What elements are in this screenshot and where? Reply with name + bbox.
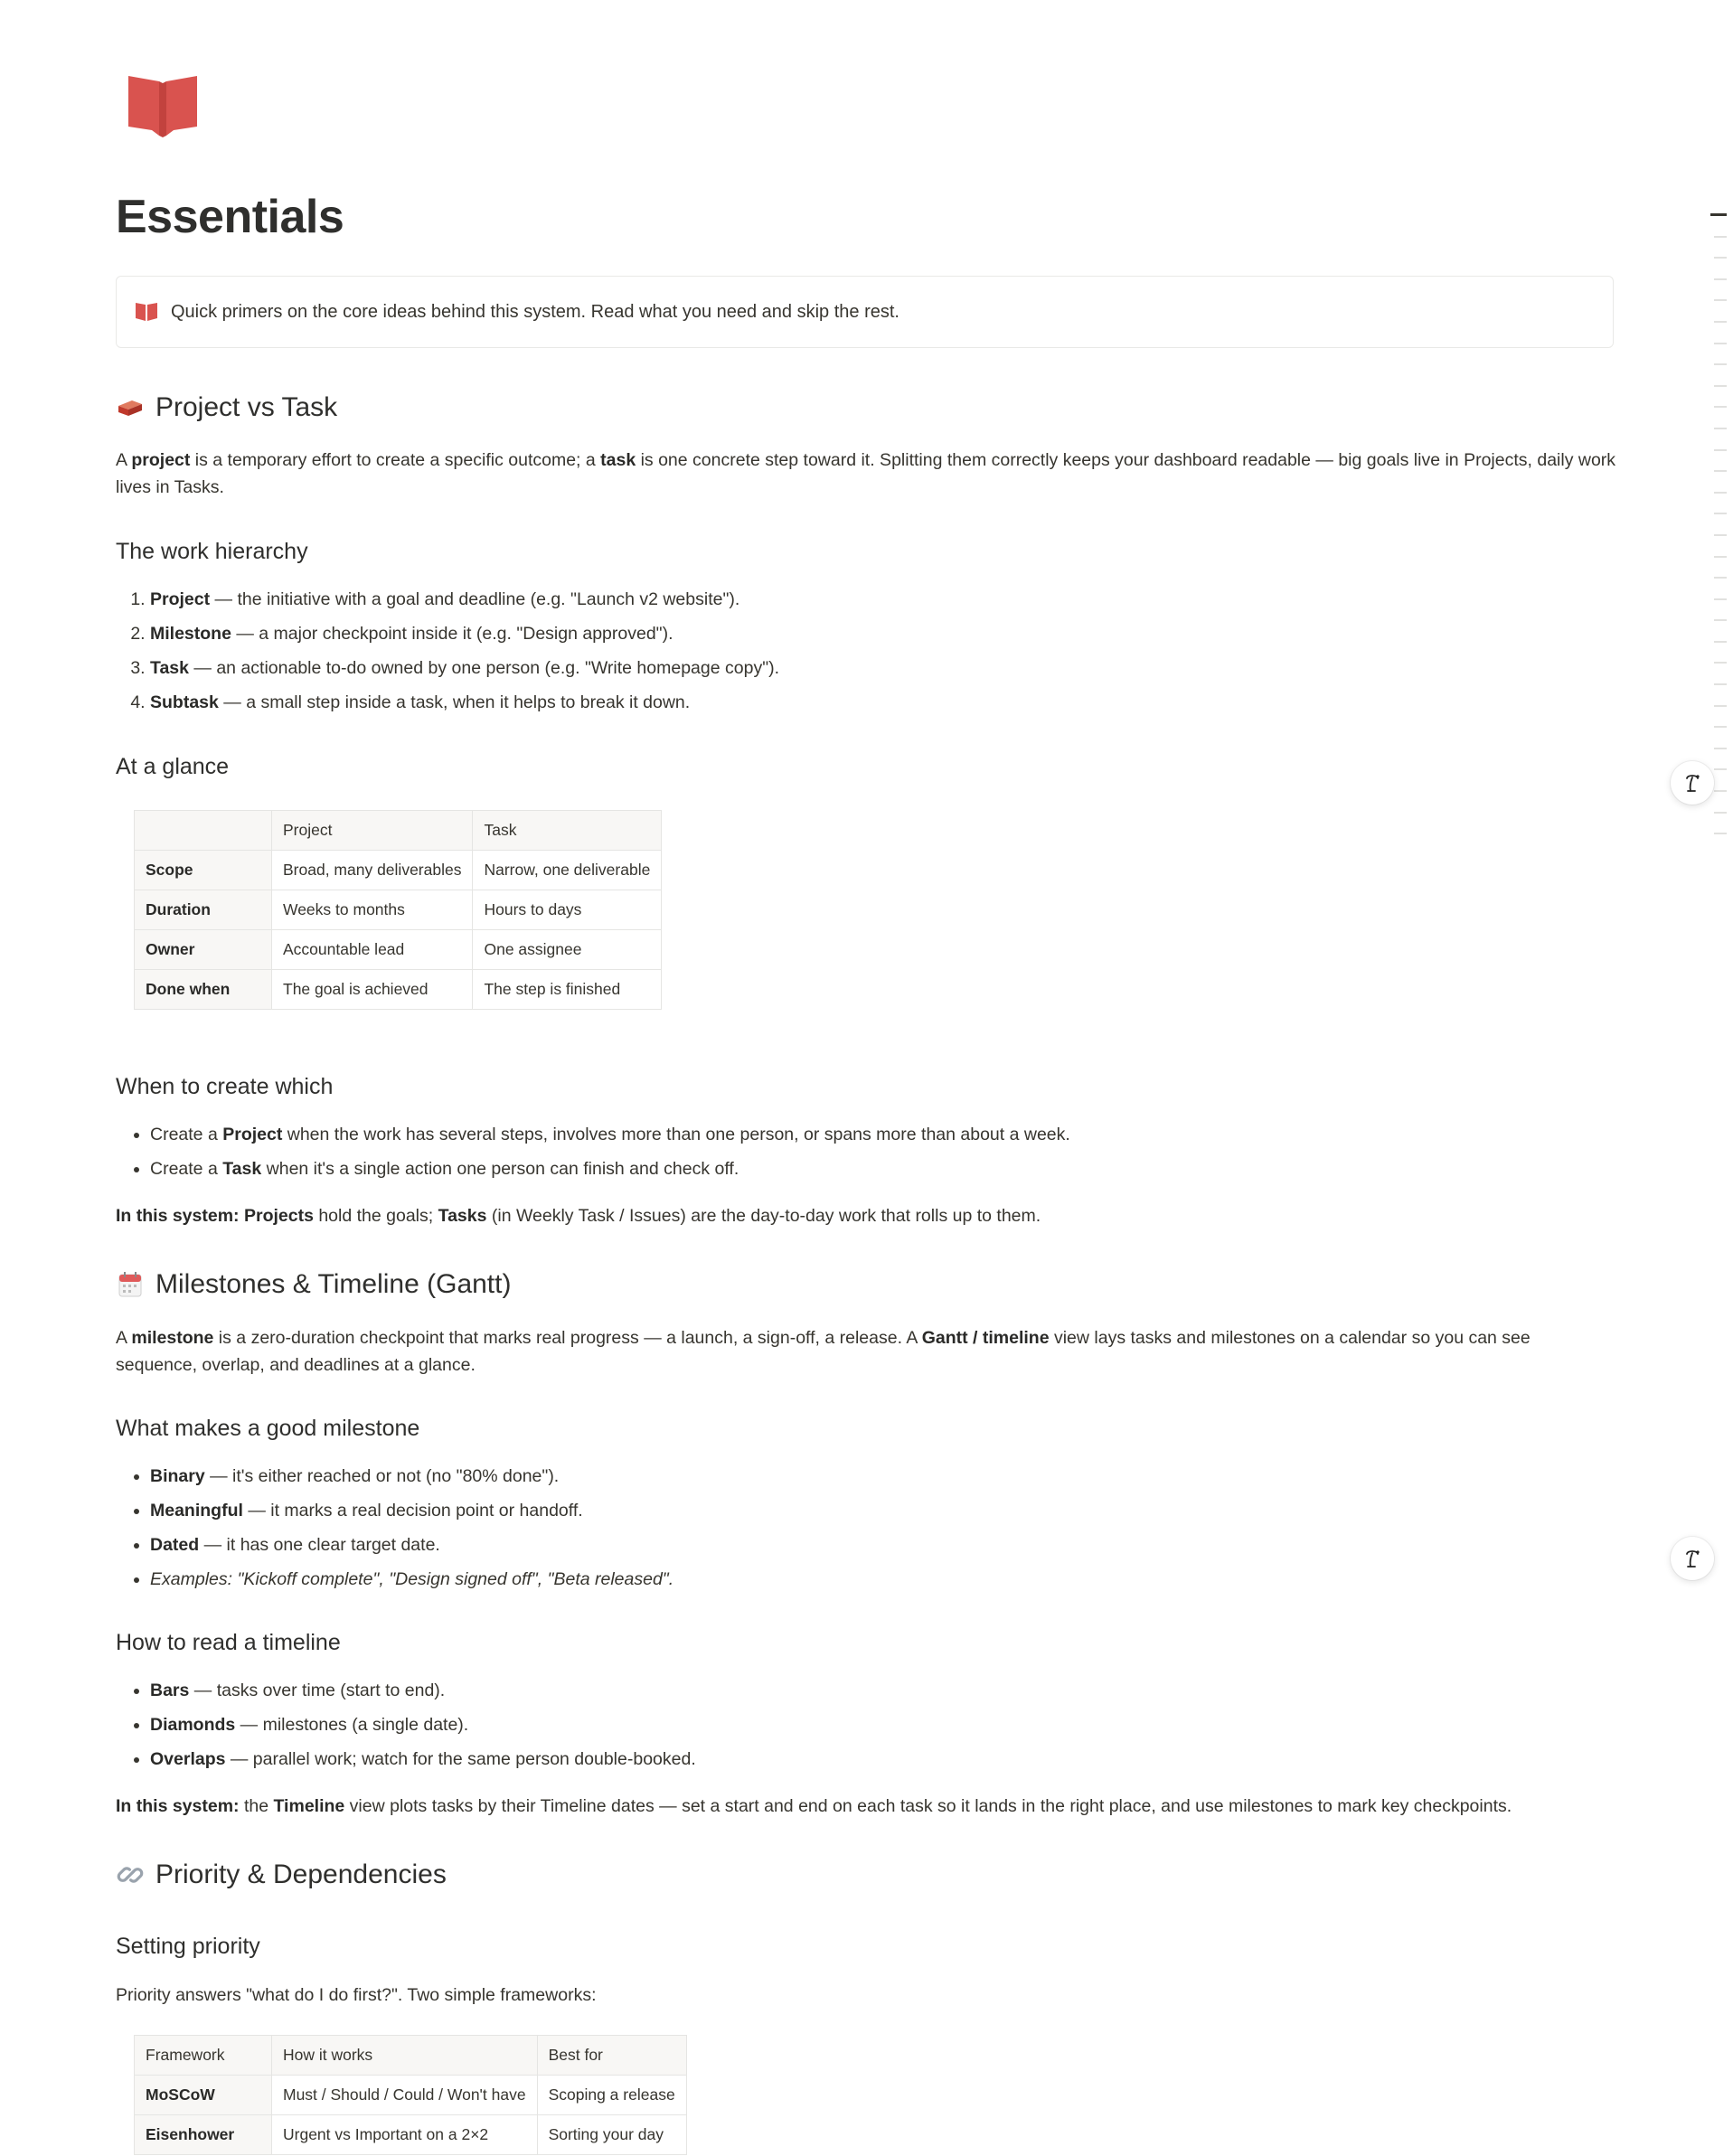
toc-marker[interactable] [1714,556,1727,558]
ai-assistant-icon [1680,770,1705,796]
table-cell: One assignee [473,930,662,970]
table-row [135,930,662,970]
subheading-read-timeline: How to read a timeline [116,1630,341,1655]
table-cell: Done when [135,970,272,1010]
toc-marker[interactable] [1714,662,1727,664]
table-cell: Scoping a release [537,2076,686,2115]
toc-marker[interactable] [1714,385,1727,387]
list-item: • Dated — it has one clear target date. [150,1528,673,1562]
toc-marker[interactable] [1714,726,1727,728]
toc-marker[interactable] [1714,748,1727,749]
toc-marker[interactable] [1714,619,1727,621]
table-cell: The step is finished [473,970,662,1010]
toc-marker[interactable] [1714,470,1727,472]
toc-marker[interactable] [1714,683,1727,685]
intro-callout [116,276,1614,348]
table-header-cell [135,811,272,851]
toc-marker[interactable] [1714,428,1727,429]
toc-marker[interactable] [1714,768,1727,770]
good-milestone-list [116,1459,673,1596]
list-item: • Binary — it's either reached or not (no "80% done"). [150,1459,673,1493]
table-row [135,970,662,1010]
list-item: • Overlaps — parallel work; watch for the same person double-booked. [150,1742,696,1776]
table-header-cell: Project [272,811,473,851]
table-cell: Scope [135,851,272,890]
table-row [135,2076,687,2115]
toc-marker[interactable] [1714,321,1727,323]
table-cell: The goal is achieved [272,970,473,1010]
toc-marker[interactable] [1710,213,1727,216]
toc-marker[interactable] [1714,641,1727,643]
table-cell: Urgent vs Important on a 2×2 [272,2115,538,2155]
table-cell: Sorting your day [537,2115,686,2155]
toc-marker[interactable] [1714,598,1727,600]
list-item: 1. Project — the initiative with a goal and deadline (e.g. "Launch v2 website"). [150,582,779,617]
toc-marker[interactable] [1714,513,1727,514]
section-heading-milestones [116,1269,511,1300]
table-header-row [135,2036,687,2076]
page-title[interactable]: Essentials [116,191,344,243]
toc-marker[interactable] [1714,299,1727,301]
toc-marker[interactable] [1714,790,1727,792]
table-cell: Broad, many deliverables [272,851,473,890]
subheading-good-milestone: What makes a good milestone [116,1416,420,1441]
table-cell: Accountable lead [272,930,473,970]
table-cell: MoSCoW [135,2076,272,2115]
section-heading-project-vs-task [116,392,337,423]
table-cell: Duration [135,890,272,930]
list-item: 2. Milestone — a major checkpoint inside it (e.g. "Design approved"). [150,617,779,651]
priority-frameworks-table [134,2035,687,2155]
system-note-timeline: In this system: the Timeline view plots tasks by their Timeline dates — set a start and end on each task so it lands in the right place, and use milestones to mark key checkpoints. [116,1796,1512,1816]
link-icon [116,1860,145,1889]
ai-assistant-button[interactable] [1671,761,1714,805]
section-heading-priority [116,1859,447,1890]
table-header-cell: Best for [537,2036,686,2076]
toc-marker[interactable] [1714,577,1727,579]
toc-marker[interactable] [1714,406,1727,408]
calendar-icon [116,1270,145,1299]
toc-marker[interactable] [1714,363,1727,365]
glance-table [134,810,662,1010]
project-task-intro: A project is a temporary effort to create a specific outcome; a task is one concrete step toward it. Splitting them correctly keeps your dashboard readable — big goals live in Projects, daily work lives in Tasks. [116,450,1616,497]
subheading-at-a-glance: At a glance [116,754,230,779]
table-row [135,2115,687,2155]
list-item: • Meaningful — it marks a real decision point or handoff. [150,1493,673,1528]
list-item: • Create a Project when the work has several steps, involves more than one person, or spans more than about a week. [150,1117,1070,1152]
milestones-intro: A milestone is a zero-duration checkpoint that marks real progress — a launch, a sign-off, a release. A Gantt / timeline view lays tasks and milestones on a calendar so you can see sequence, overlap, and deadlines at a glance. [116,1328,1531,1375]
list-item: • Diamonds — milestones (a single date). [150,1708,696,1742]
toc-marker[interactable] [1714,236,1727,238]
subheading-setting-priority: Setting priority [116,1934,260,1959]
list-item: 4. Subtask — a small step inside a task, when it helps to break it down. [150,685,779,720]
toc-marker[interactable] [1714,812,1727,814]
list-item: 3. Task — an actionable to-do owned by one person (e.g. "Write homepage copy"). [150,651,779,685]
toc-marker[interactable] [1714,343,1727,344]
toc-marker[interactable] [1714,257,1727,259]
outline-icon[interactable] [1710,213,1728,854]
list-item: • Examples: "Kickoff complete", "Design signed off", "Beta released". [150,1562,673,1596]
table-header-row [135,811,662,851]
read-timeline-list [116,1673,696,1776]
table-cell: Hours to days [473,890,662,930]
toc-marker[interactable] [1714,534,1727,536]
table-header-cell: How it works [272,2036,538,2076]
list-item: • Create a Task when it's a single action one person can finish and check off. [150,1152,1070,1186]
list-item: • Bars — tasks over time (start to end). [150,1673,696,1708]
when-to-create-list [116,1117,1070,1186]
ai-assistant-icon [1680,1546,1705,1571]
toc-marker[interactable] [1714,492,1727,494]
open-book-icon [135,302,158,322]
ai-assistant-button[interactable] [1671,1537,1714,1580]
callout-text: Quick primers on the core ideas behind this system. Read what you need and skip the rest. [171,301,899,322]
brick-icon [116,393,145,422]
table-cell: Must / Should / Could / Won't have [272,2076,538,2115]
toc-marker[interactable] [1714,278,1727,280]
section-title: Project vs Task [155,392,338,422]
open-book-icon[interactable] [125,72,201,137]
table-cell: Eisenhower [135,2115,272,2155]
work-hierarchy-list [116,582,779,720]
toc-marker[interactable] [1714,833,1727,834]
section-title: Milestones & Timeline (Gantt) [155,1269,512,1299]
toc-marker[interactable] [1714,705,1727,707]
table-header-cell: Task [473,811,662,851]
priority-intro: Priority answers "what do I do first?". Two simple frameworks: [116,1985,597,2005]
subheading-work-hierarchy: The work hierarchy [116,539,308,564]
system-note-projects: In this system: Projects hold the goals; Tasks (in Weekly Task / Issues) are the day-to-day work that rolls up to them. [116,1206,1041,1226]
table-cell: Narrow, one deliverable [473,851,662,890]
subheading-when-to-create: When to create which [116,1074,334,1099]
section-title: Priority & Dependencies [155,1859,447,1889]
table-row [135,890,662,930]
table-cell: Weeks to months [272,890,473,930]
table-cell: Owner [135,930,272,970]
toc-marker[interactable] [1714,449,1727,451]
table-row [135,851,662,890]
table-header-cell: Framework [135,2036,272,2076]
